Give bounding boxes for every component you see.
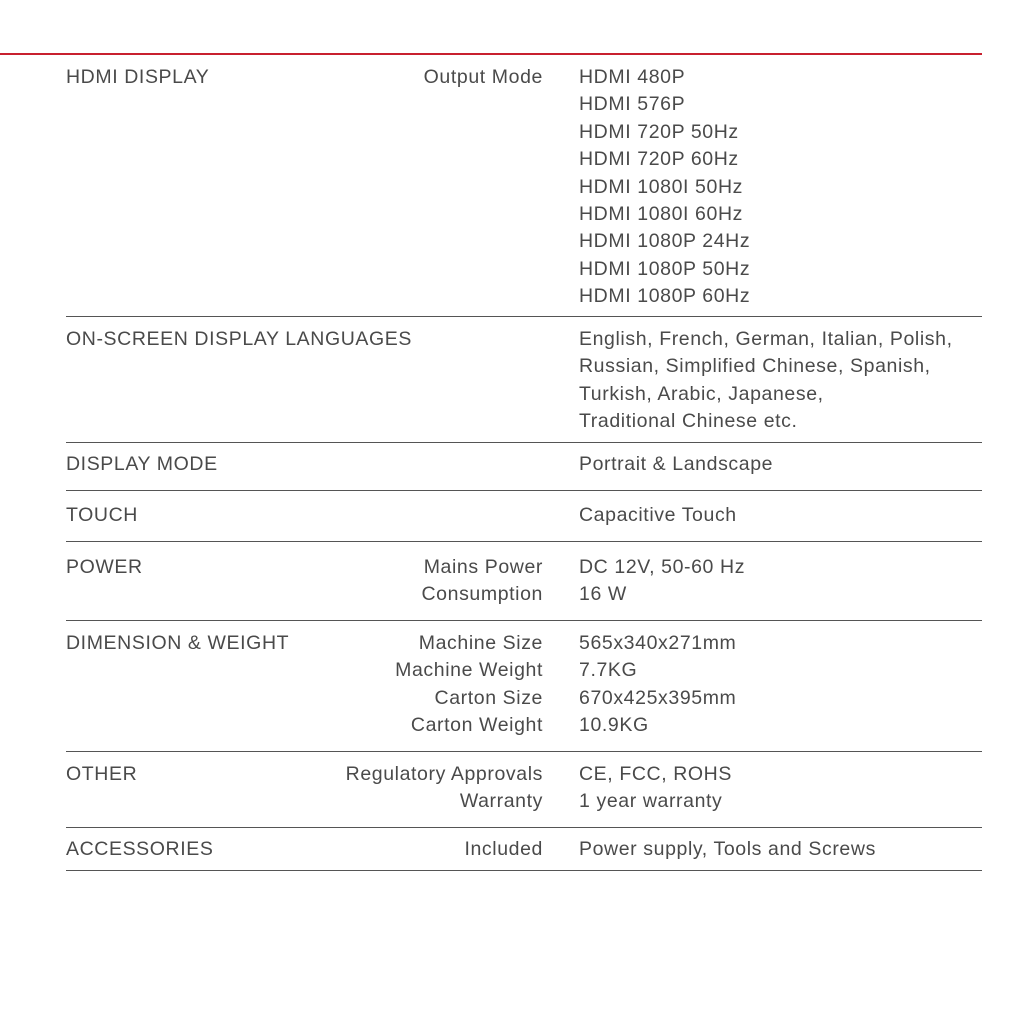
row-value: DC 12V, 50-60 Hz (579, 556, 746, 578)
row-labels (326, 836, 543, 863)
row-value: 1 year warranty (579, 790, 723, 813)
row-value: HDMI 720P 50Hz (579, 120, 739, 143)
row-value: Power supply, Tools and Screws (579, 838, 876, 860)
row-values (579, 451, 773, 478)
row-category: ON-SCREEN DISPLAY LANGUAGES (66, 328, 412, 350)
row-value: HDMI 1080P 50Hz (579, 257, 751, 280)
spec-row-hdmi-display (66, 64, 982, 317)
row-values (579, 761, 732, 816)
spec-row-osd-languages (66, 317, 982, 443)
row-value: 16 W (579, 583, 627, 606)
row-value: 565x340x271mm (579, 632, 737, 654)
row-label: Warranty (459, 790, 543, 813)
row-value: Russian, Simplified Chinese, Spanish, (579, 355, 931, 378)
row-labels (326, 761, 543, 816)
row-label: Regulatory Approvals (345, 763, 543, 785)
row-values (579, 64, 750, 311)
row-value: Portrait & Landscape (579, 453, 774, 475)
row-value: English, French, German, Italian, Polish, (579, 328, 953, 350)
row-label: Carton Weight (410, 714, 543, 737)
spec-row-other (66, 752, 982, 828)
row-value: Turkish, Arabic, Japanese, (579, 382, 824, 405)
row-category: DIMENSION & WEIGHT (66, 632, 290, 654)
row-label: Consumption (421, 583, 543, 606)
row-category: POWER (66, 556, 143, 578)
spec-row-touch (66, 491, 982, 542)
row-value: 670x425x395mm (579, 686, 737, 709)
row-values (579, 326, 953, 436)
row-value: CE, FCC, ROHS (579, 763, 732, 785)
row-label: Mains Power (423, 556, 543, 578)
row-value: HDMI 1080I 50Hz (579, 175, 743, 198)
row-value: HDMI 576P (579, 93, 686, 116)
row-value: HDMI 720P 60Hz (579, 148, 739, 171)
row-value: 7.7KG (579, 659, 638, 682)
row-values (579, 836, 876, 863)
spec-row-power (66, 542, 982, 621)
row-label: Included (464, 838, 543, 860)
row-category: DISPLAY MODE (66, 453, 218, 475)
row-label: Carton Size (434, 686, 543, 709)
row-labels (326, 554, 543, 609)
row-value: HDMI 1080P 60Hz (579, 285, 751, 308)
spec-table (66, 64, 982, 871)
row-values (579, 502, 737, 529)
row-values (579, 630, 736, 740)
row-category: HDMI DISPLAY (66, 66, 210, 88)
row-value: Capacitive Touch (579, 504, 737, 526)
row-labels (326, 630, 543, 740)
row-label: Machine Size (418, 632, 543, 654)
row-category: OTHER (66, 763, 138, 785)
spec-row-display-mode (66, 443, 982, 491)
row-value: 10.9KG (579, 714, 649, 737)
spec-row-accessories (66, 828, 982, 871)
row-label: Output Mode (423, 66, 543, 88)
row-label: Machine Weight (395, 659, 543, 682)
row-value: HDMI 1080I 60Hz (579, 203, 743, 226)
spec-row-dimension-weight (66, 621, 982, 752)
row-category: TOUCH (66, 504, 138, 526)
row-category: ACCESSORIES (66, 838, 214, 860)
row-value: HDMI 1080P 24Hz (579, 230, 751, 253)
top-divider (0, 53, 982, 55)
row-value: HDMI 480P (579, 66, 686, 88)
row-labels (326, 64, 543, 91)
row-value: Traditional Chinese etc. (579, 410, 798, 433)
row-values (579, 554, 745, 609)
